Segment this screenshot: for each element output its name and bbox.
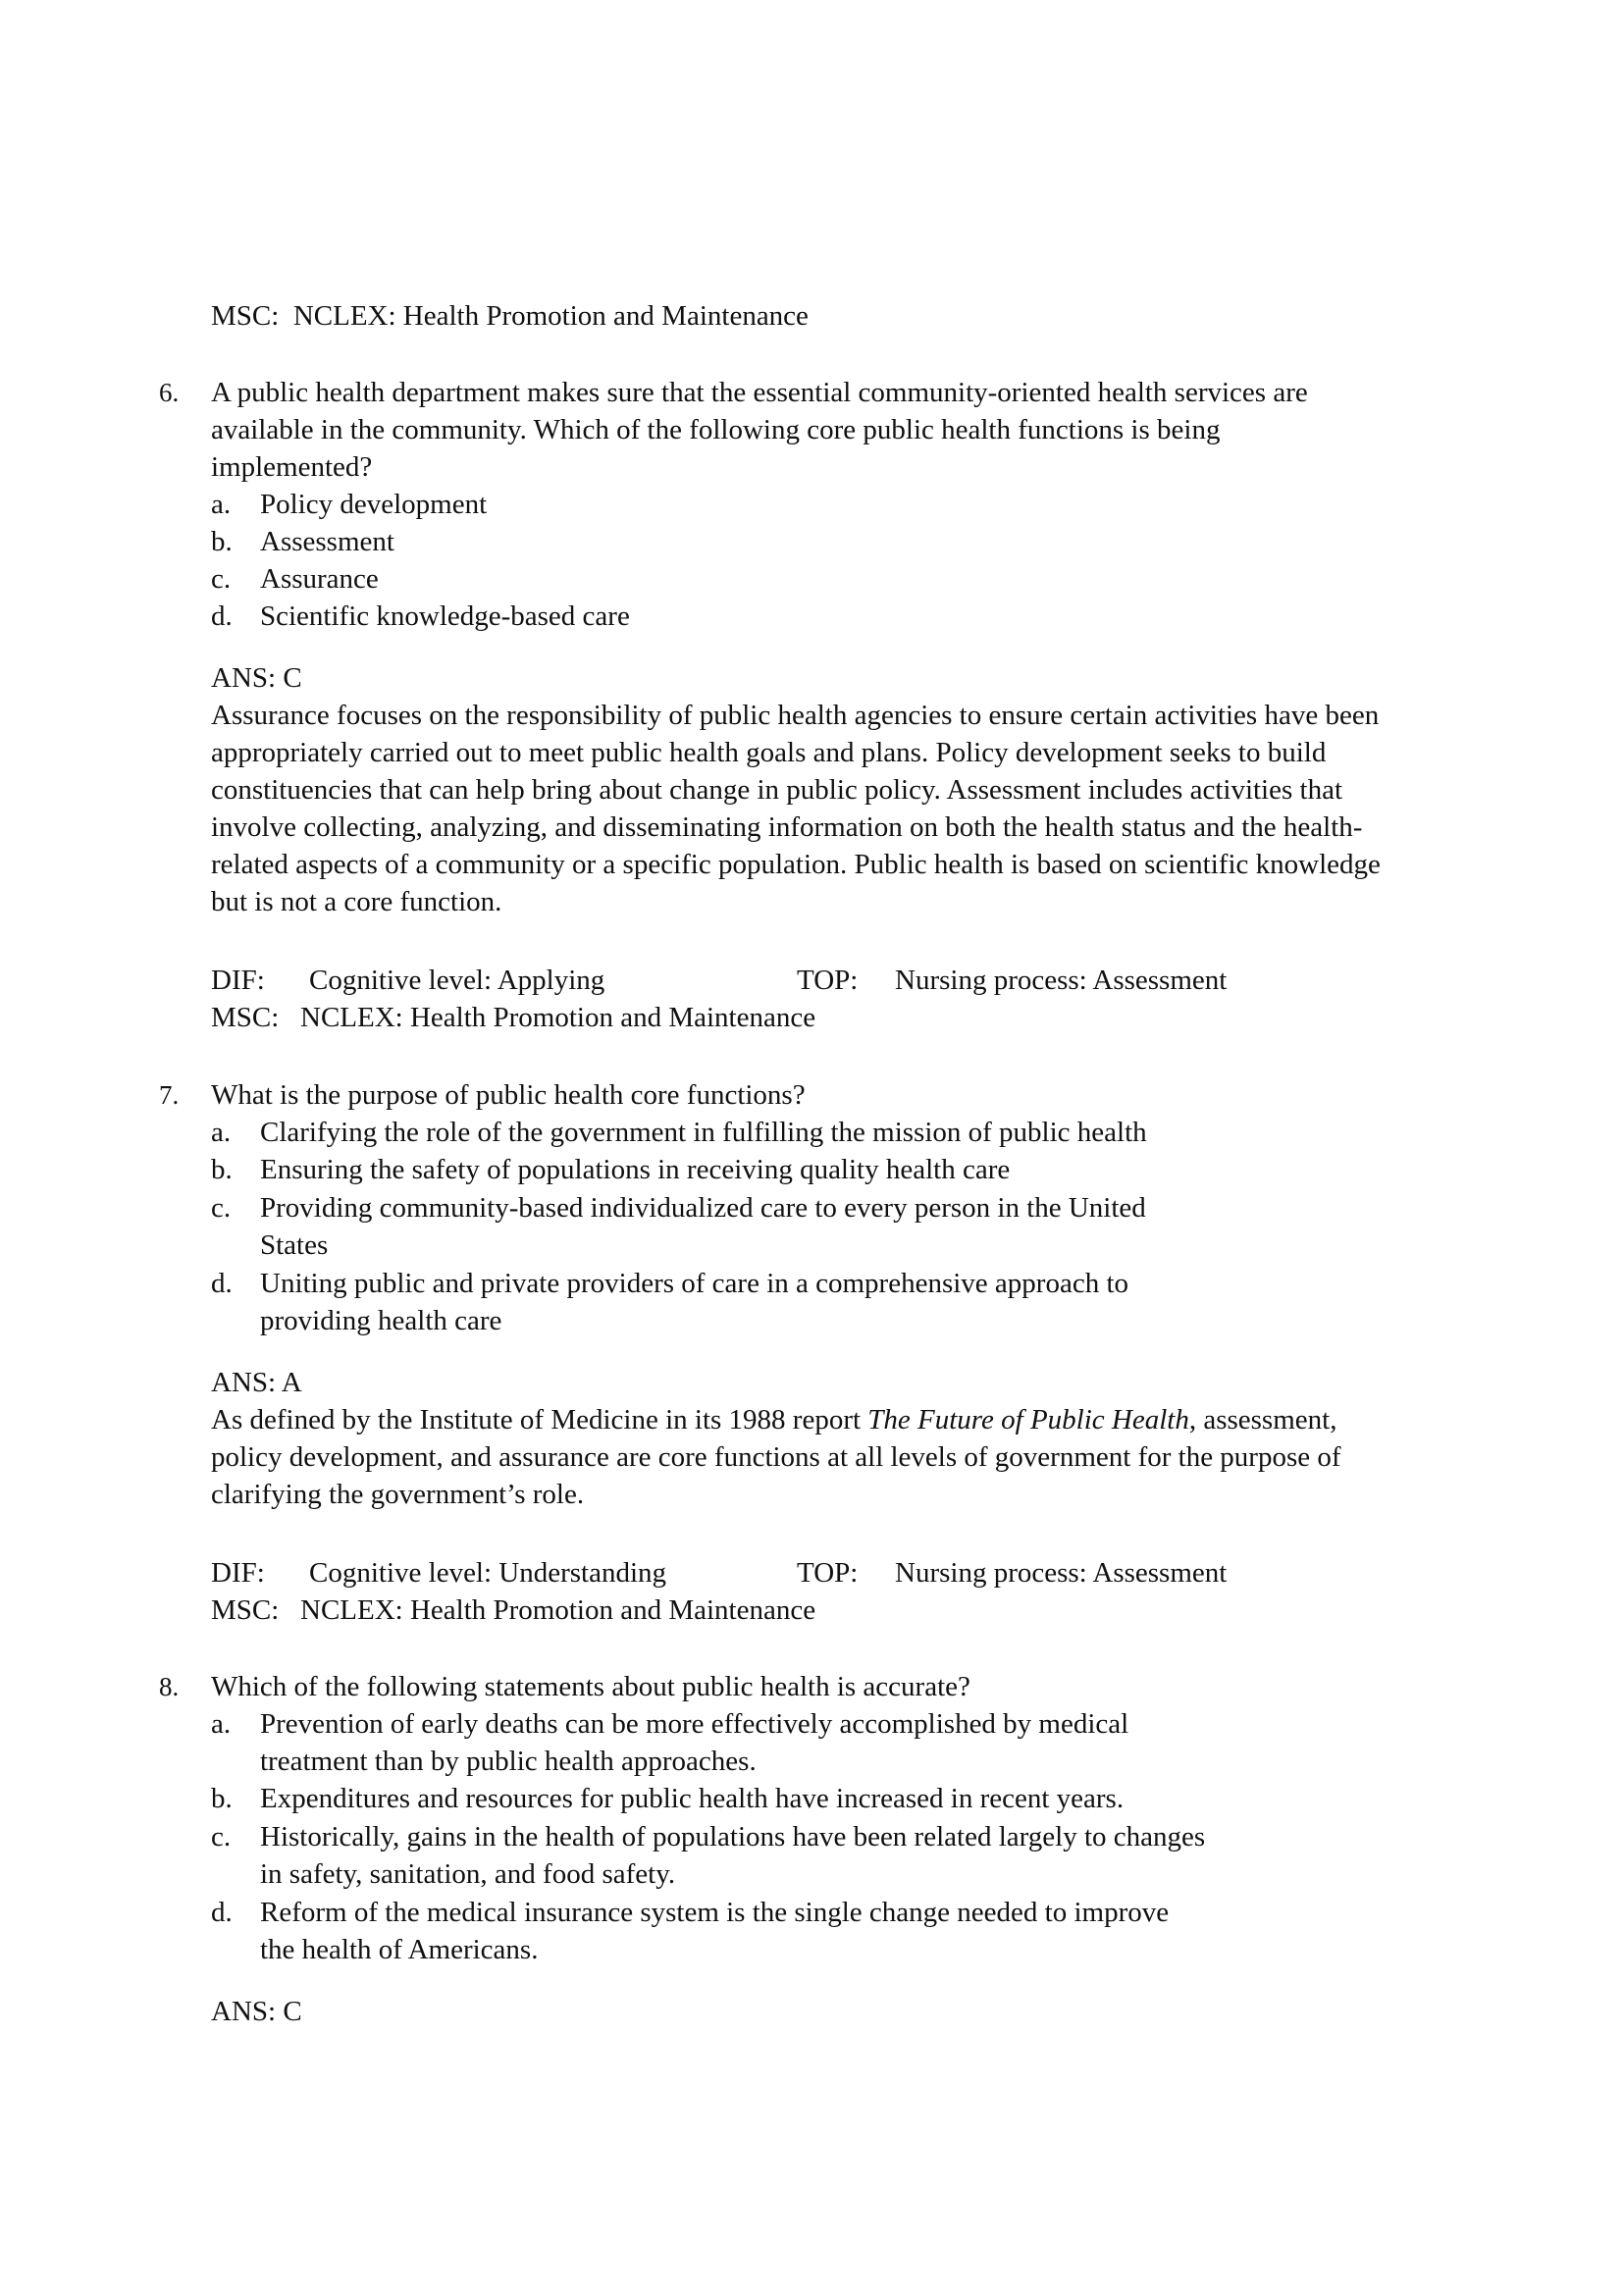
option-text: Assessment	[260, 526, 394, 557]
rationale-line: constituencies that can help bring about change in public policy. Assessment includes activities that	[211, 774, 1343, 806]
top-value: Nursing process: Assessment	[895, 1557, 1228, 1589]
option-text: Scientific knowledge-based care	[260, 600, 630, 632]
option-text: Expenditures and resources for public health have increased in recent years.	[260, 1783, 1125, 1814]
option-letter: d.	[211, 1897, 233, 1928]
rationale-text: , assessment,	[1188, 1404, 1337, 1435]
option-text: Policy development	[260, 489, 488, 520]
msc-value: NCLEX: Health Promotion and Maintenance	[300, 1002, 816, 1033]
option-text: Uniting public and private providers of care in a comprehensive approach to	[260, 1268, 1128, 1299]
answer-key: ANS: A	[211, 1367, 302, 1398]
option-letter: b.	[211, 526, 233, 557]
option-text: Assurance	[260, 563, 379, 595]
option-text: in safety, sanitation, and food safety.	[260, 1858, 676, 1890]
top-label: TOP:	[797, 965, 859, 996]
question-number: 8.	[159, 1672, 180, 1701]
option-text: Prevention of early deaths can be more effectively accomplished by medical	[260, 1708, 1129, 1740]
option-text: treatment than by public health approaches.	[260, 1746, 757, 1777]
msc-value: NCLEX: Health Promotion and Maintenance	[300, 1594, 816, 1626]
msc-label: MSC:	[211, 1594, 280, 1626]
top-label: TOP:	[797, 1557, 859, 1589]
rationale-line: Assurance focuses on the responsibility of public health agencies to ensure certain activities have been	[211, 700, 1380, 731]
rationale-line: appropriately carried out to meet public health goals and plans. Policy development seeks to build	[211, 737, 1327, 768]
option-letter: d.	[211, 1268, 233, 1299]
report-title: The Future of Public Health	[867, 1404, 1189, 1435]
msc-label: MSC:	[211, 300, 280, 332]
question-stem-line: A public health department makes sure that the essential community-oriented health services are	[211, 377, 1308, 408]
option-text: providing health care	[260, 1305, 502, 1336]
msc-line	[211, 297, 809, 335]
question-stem-line: Which of the following statements about public health is accurate?	[211, 1671, 970, 1702]
rationale-line	[211, 1401, 1336, 1438]
top-value: Nursing process: Assessment	[895, 965, 1228, 996]
option-text: Providing community-based individualized care to every person in the United	[260, 1192, 1146, 1224]
option-letter: a.	[211, 489, 232, 520]
question-number: 7.	[159, 1080, 180, 1110]
option-letter: b.	[211, 1154, 233, 1185]
answer-key: ANS: C	[211, 662, 302, 694]
dif-value: Cognitive level: Understanding	[309, 1557, 667, 1589]
question-stem-line: What is the purpose of public health core functions?	[211, 1079, 806, 1111]
option-text: Ensuring the safety of populations in receiving quality health care	[260, 1154, 1011, 1185]
rationale-line: involve collecting, analyzing, and disseminating information on both the health status and the health-	[211, 811, 1363, 843]
msc-value: NCLEX: Health Promotion and Maintenance	[292, 300, 809, 332]
rationale-line: related aspects of a community or a specific population. Public health is based on scientific knowledge	[211, 849, 1381, 880]
msc-label: MSC:	[211, 1002, 280, 1033]
dif-value: Cognitive level: Applying	[309, 965, 605, 996]
option-letter: c.	[211, 1821, 232, 1852]
option-text: Historically, gains in the health of populations have been related largely to changes	[260, 1821, 1206, 1852]
rationale-text: As defined by the Institute of Medicine in its 1988 report	[211, 1404, 868, 1435]
option-letter: d.	[211, 600, 233, 632]
question-stem-line: available in the community. Which of the following core public health functions is being	[211, 414, 1221, 445]
dif-label: DIF:	[211, 1557, 265, 1589]
option-letter: c.	[211, 1192, 232, 1224]
option-letter: c.	[211, 563, 232, 595]
answer-key: ANS: C	[211, 1996, 302, 2027]
rationale-line: but is not a core function.	[211, 886, 502, 917]
option-text: the health of Americans.	[260, 1934, 539, 1965]
option-text: Clarifying the role of the government in fulfilling the mission of public health	[260, 1117, 1147, 1148]
option-letter: b.	[211, 1783, 233, 1814]
question-stem-line: implemented?	[211, 451, 373, 483]
option-letter: a.	[211, 1117, 232, 1148]
rationale-line: policy development, and assurance are core functions at all levels of government for the purpose of	[211, 1441, 1341, 1473]
question-number: 6.	[159, 378, 180, 407]
dif-label: DIF:	[211, 965, 265, 996]
option-letter: a.	[211, 1708, 232, 1740]
option-text: States	[260, 1229, 329, 1261]
rationale-line: clarifying the government’s role.	[211, 1479, 585, 1510]
option-text: Reform of the medical insurance system is the single change needed to improve	[260, 1897, 1170, 1928]
